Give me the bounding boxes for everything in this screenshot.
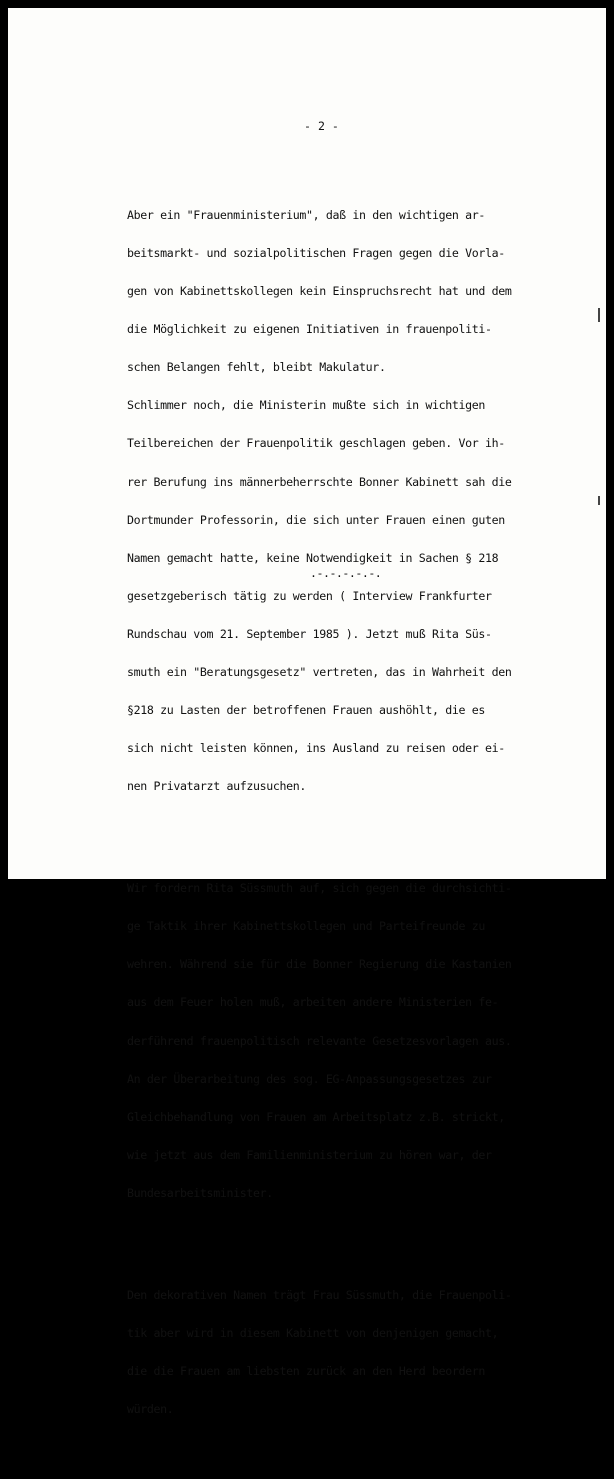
text-line: die Möglichkeit zu eigenen Initiativen in frauenpoliti- (127, 322, 492, 337)
text-line: wehren. Während sie für die Bonner Regierung die Kastanien (127, 957, 512, 972)
text-line: Aber ein "Frauenministerium", daß in den wichtigen ar- (127, 207, 486, 222)
text-line: Namen gemacht hatte, keine Notwendigkeit in Sachen § 218 (127, 550, 499, 565)
paragraph-3 (127, 1263, 512, 1441)
text-line: rer Berufung ins männerbeherrschte Bonner Kabinett sah die (127, 474, 512, 489)
text-line: sich nicht leisten können, ins Ausland zu reisen oder ei- (127, 741, 505, 756)
text-line: schen Belangen fehlt, bleibt Makulatur. (127, 360, 386, 375)
text-line: beitsmarkt- und sozialpolitischen Fragen gegen die Vorla- (127, 245, 505, 260)
scan-artifact (598, 496, 600, 505)
text-line: ge Taktik ihrer Kabinettskollegen und Parteifreunde zu (127, 919, 486, 934)
text-line: Bundesarbeitsminister. (127, 1185, 273, 1200)
text-line: smuth ein "Beratungsgesetz" vertreten, das in Wahrheit den (127, 665, 512, 680)
text-line: Rundschau vom 21. September 1985 ). Jetzt muß Rita Süs- (127, 627, 492, 642)
text-line: die die Frauen am liebsten zurück an den Herd beordern (127, 1363, 486, 1378)
paragraph-2 (127, 857, 512, 1225)
text-line: An der Überarbeitung des sog. EG-Anpassungsgesetzes zur (127, 1071, 492, 1086)
text-line: nen Privatarzt aufzusuchen. (127, 779, 307, 794)
text-line: tik aber wird in diesem Kabinett von denjenigen gemacht, (127, 1325, 499, 1340)
text-line: aus dem Feuer holen muß, arbeiten andere Ministerien fe- (127, 995, 499, 1010)
text-line: Gleichbehandlung von Frauen am Arbeitsplatz z.B. strickt, (127, 1109, 505, 1124)
document-page (8, 8, 606, 1416)
text-line: Wir fordern Rita Süssmuth auf, sich gegen die durchsichti- (127, 881, 512, 896)
page-number: - 2 - (304, 119, 339, 133)
text-line: würden. (127, 1401, 174, 1416)
scan-artifact (598, 308, 600, 322)
paragraph-1 (127, 183, 512, 818)
text-line: Dortmunder Professorin, die sich unter Frauen einen guten (127, 512, 505, 527)
text-line: Den dekorativen Namen trägt Frau Süssmuth, die Frauenpoli- (127, 1287, 512, 1302)
text-line: Teilbereichen der Frauenpolitik geschlagen geben. Vor ih- (127, 436, 505, 451)
text-line: Schlimmer noch, die Ministerin mußte sich in wichtigen (127, 398, 486, 413)
text-line: gen von Kabinettskollegen kein Einspruchsrecht hat und dem (127, 284, 512, 299)
text-line: derführend frauenpolitisch relevante Gesetzesvorlagen aus. (127, 1033, 512, 1048)
text-line: wie jetzt aus dem Familienministerium zu hören war, der (127, 1147, 492, 1162)
text-line: gesetzgeberisch tätig zu werden ( Interview Frankfurter (127, 588, 492, 603)
body-text (127, 158, 512, 1479)
end-mark: .-.-.-.-.-. (310, 566, 382, 580)
text-line: §218 zu Lasten der betroffenen Frauen aushöhlt, die es (127, 703, 486, 718)
